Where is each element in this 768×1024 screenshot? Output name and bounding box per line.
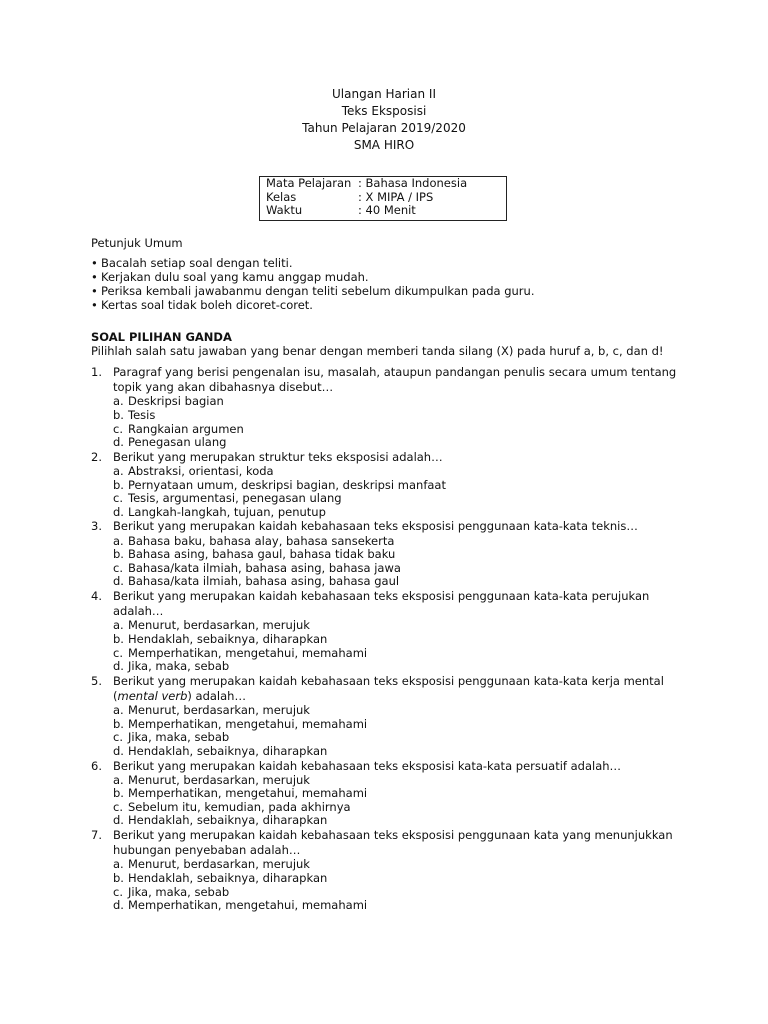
question-number: 6. [91,758,102,773]
exam-subject-topic: Teks Eksposisi [341,104,427,118]
option-d[interactable]: d. Jika, maka, sebab [113,659,230,674]
option-b[interactable]: b. Hendaklah, sebaiknya, diharapkan [113,871,328,886]
option-c[interactable]: c. Sebelum itu, kemudian, pada akhirnya [113,799,351,814]
question-text: Berikut yang merupakan kaidah kebahasaan teks eksposisi penggunaan kata yang menunjukkan hubungan penyebaban adalah… [113,828,673,858]
question-number: 4. [91,588,102,603]
question-2 [91,450,691,520]
question-text: Berikut yang merupakan kaidah kebahasaan teks eksposisi penggunaan kata-kata kerja mental (mental verb) adalah… [113,673,664,703]
option-list [91,535,691,589]
option-d[interactable]: d. Bahasa/kata ilmiah, bahasa asing, bahasa gaul [113,574,400,589]
bullet-icon: • [91,256,98,270]
info-label: Mata Pelajaran [266,176,352,190]
question-number: 3. [91,519,102,534]
question-number: 5. [91,673,102,688]
question-7 [91,828,691,913]
option-a[interactable]: a. Bahasa baku, bahasa alay, bahasa sansekerta [113,533,395,548]
info-row-class [266,191,506,205]
question-number: 1. [91,365,102,379]
option-list [91,774,691,828]
option-b[interactable]: b. Pernyataan umum, deskripsi bagian, deskripsi manfaat [113,477,446,492]
question-text: Paragraf yang berisi pengenalan isu, masalah, ataupun pandangan penulis secara umum tentang topik yang akan dibahasnya disebut… [113,365,677,395]
exam-title: Ulangan Harian II [332,87,436,101]
option-a[interactable]: a. Menurut, berdasarkan, merujuk [113,772,310,787]
option-b[interactable]: b. Bahasa asing, bahasa gaul, bahasa tidak baku [113,547,396,562]
info-value: : X MIPA / IPS [358,189,434,204]
option-list [91,619,691,673]
bullet-icon: • [91,284,98,298]
option-a[interactable]: a. Menurut, berdasarkan, merujuk [113,857,310,872]
school-name: SMA HIRO [353,138,415,152]
school-year: Tahun Pelajaran 2019/2020 [302,121,466,135]
info-row-subject [266,177,506,191]
info-row-time [266,204,506,218]
option-c[interactable]: c. Memperhatikan, mengetahui, memahami [113,645,368,660]
instruction-item: • Kerjakan dulu soal yang kamu anggap mudah. [91,270,369,284]
option-a[interactable]: a. Menurut, berdasarkan, merujuk [113,703,310,718]
bullet-icon: • [91,298,98,312]
question-1 [91,365,691,450]
exam-info-box [259,176,507,221]
section-instruction: Pilihlah salah satu jawaban yang benar dengan memberi tanda silang (X) pada huruf a, b, c, dan d! [91,344,664,358]
instructions-list [91,256,534,312]
option-c[interactable]: c. Jika, maka, sebab [113,730,230,745]
instructions-title: Petunjuk Umum [91,236,183,250]
bullet-icon: • [91,270,98,284]
question-5 [91,674,691,759]
option-a[interactable]: a. Abstraksi, orientasi, koda [113,463,274,478]
question-text: Berikut yang merupakan struktur teks eksposisi adalah… [113,449,443,464]
option-b[interactable]: b. Memperhatikan, mengetahui, memahami [113,716,368,731]
question-number: 2. [91,449,102,464]
option-b[interactable]: b. Hendaklah, sebaiknya, diharapkan [113,631,328,646]
option-c[interactable]: c. Rangkaian argumen [113,421,244,436]
option-a[interactable]: a. Menurut, berdasarkan, merujuk [113,618,310,633]
option-list [91,858,691,912]
question-number: 7. [91,828,102,843]
instruction-item: • Bacalah setiap soal dengan teliti. [91,256,293,270]
option-list [91,395,691,449]
option-c[interactable]: c. Tesis, argumentasi, penegasan ulang [113,491,342,506]
option-list [91,704,691,758]
option-c[interactable]: c. Bahasa/kata ilmiah, bahasa asing, bahasa jawa [113,560,401,575]
section-title: SOAL PILIHAN GANDA [91,330,232,344]
question-4 [91,589,691,674]
instruction-item: • Kertas soal tidak boleh dicoret-coret. [91,298,313,312]
option-d[interactable]: d. Langkah-langkah, tujuan, penutup [113,504,326,519]
option-list [91,465,691,519]
info-label: Waktu [266,203,303,217]
option-a[interactable]: a. Deskripsi bagian [113,394,224,409]
info-label: Kelas [266,189,297,204]
question-list [91,365,691,913]
document-header [0,86,768,154]
question-text: Berikut yang merupakan kaidah kebahasaan teks eksposisi kata-kata persuatif adalah… [113,758,622,773]
question-text: Berikut yang merupakan kaidah kebahasaan teks eksposisi penggunaan kata-kata perujukan adalah… [113,588,650,619]
option-d[interactable]: d. Hendaklah, sebaiknya, diharapkan [113,813,328,828]
info-value: : Bahasa Indonesia [358,176,468,190]
info-value: : 40 Menit [358,203,416,217]
question-text: Berikut yang merupakan kaidah kebahasaan teks eksposisi penggunaan kata-kata teknis… [113,519,638,534]
option-d[interactable]: d. Hendaklah, sebaiknya, diharapkan [113,743,328,758]
option-b[interactable]: b. Tesis [113,408,156,422]
italic-term: mental verb [117,688,188,703]
option-b[interactable]: b. Memperhatikan, mengetahui, memahami [113,786,368,801]
option-d[interactable]: d. Penegasan ulang [113,435,227,450]
instruction-item: • Periksa kembali jawabanmu dengan teliti sebelum dikumpulkan pada guru. [91,284,535,298]
question-6 [91,759,691,829]
question-3 [91,519,691,589]
option-d[interactable]: d. Memperhatikan, mengetahui, memahami [113,898,368,913]
option-c[interactable]: c. Jika, maka, sebab [113,884,230,899]
